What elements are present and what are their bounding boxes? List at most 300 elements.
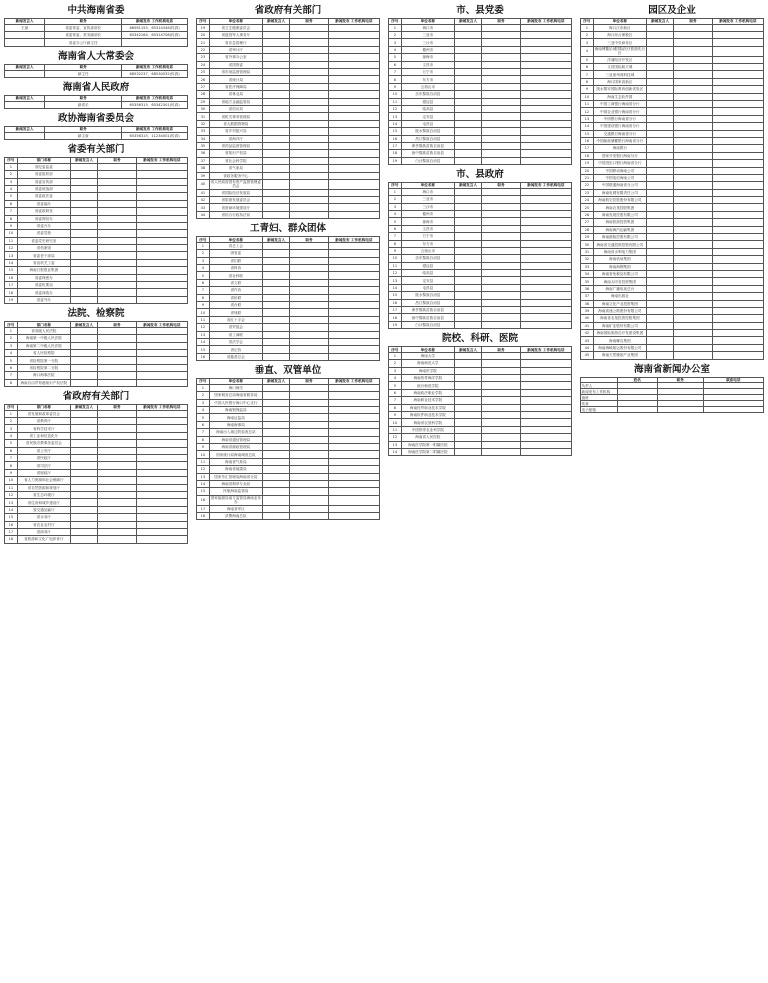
row-seq: 12 [581, 108, 594, 115]
row-position [290, 488, 328, 495]
row-phone [520, 128, 571, 135]
row-phone [520, 277, 571, 284]
row-seq: 3 [581, 39, 594, 46]
row-unit: 海南第一中级人民法院 [17, 335, 70, 342]
row-position [482, 32, 520, 39]
row-person [646, 78, 673, 85]
row-person [262, 165, 289, 172]
row-phone [712, 93, 763, 100]
table-row [581, 189, 764, 196]
table-row [581, 307, 764, 314]
row-position [482, 157, 520, 164]
row-person [70, 185, 97, 192]
row-position [674, 174, 712, 181]
row-position [482, 240, 520, 247]
table-row [389, 83, 572, 90]
row-unit: 海南文化产业投资集团 [593, 300, 646, 307]
row-position [482, 382, 520, 389]
row-person [70, 425, 97, 432]
table-row [389, 105, 572, 112]
row-seq: 15 [197, 488, 210, 495]
row-person [262, 480, 289, 487]
row-person [646, 64, 673, 71]
row-seq: 11 [5, 484, 18, 491]
row-seq: 33 [197, 128, 210, 135]
row-unit: 海南海峡航运股份有限公司 [593, 344, 646, 351]
row-person [70, 327, 97, 334]
header-person: 新闻发言人 [454, 183, 481, 189]
row-phone [712, 285, 763, 292]
row-phone [328, 443, 379, 450]
row-person [454, 375, 481, 382]
row-unit: 海口海事法院 [17, 372, 70, 379]
row-unit: 省委台办 [17, 222, 70, 229]
row-phone [520, 240, 571, 247]
row-person [454, 240, 481, 247]
row-person [262, 24, 289, 31]
row-phone [520, 397, 571, 404]
row-phone [328, 451, 379, 458]
row-unit: 省残联 [209, 309, 262, 316]
table-row [5, 327, 188, 334]
row-unit: 省委外办 [17, 296, 70, 303]
row-seq: 34 [197, 135, 210, 142]
row-person [262, 54, 289, 61]
row-position [482, 412, 520, 419]
row-person [454, 412, 481, 419]
row-phone [136, 289, 187, 296]
row-seq: 13 [389, 277, 402, 284]
row-phone [520, 218, 571, 225]
row-unit: 省林业局 [209, 91, 262, 98]
table-row [5, 282, 188, 289]
row-person [70, 208, 97, 215]
table-row [5, 70, 188, 77]
row-seq: 12 [389, 434, 402, 441]
row-phone [520, 412, 571, 419]
table-row [197, 135, 380, 142]
row-person [646, 330, 673, 337]
row-seq: 7 [5, 208, 18, 215]
row-seq: 6 [5, 447, 18, 454]
row-position [290, 407, 328, 414]
row-position [674, 241, 712, 248]
row-seq: 42 [197, 197, 210, 204]
row-seq: 12 [5, 245, 18, 252]
row-phone [712, 167, 763, 174]
row-seq: 11 [389, 98, 402, 105]
row-phone [328, 105, 379, 112]
row-position [98, 357, 136, 364]
row-position [674, 219, 712, 226]
row-unit: 省卫生健康委员会 [209, 24, 262, 31]
row-unit: 海南省农垦投资控股集团 [593, 315, 646, 322]
row-position [98, 237, 136, 244]
row-phone [136, 506, 187, 513]
row-phone [520, 233, 571, 240]
row-unit: 省水务厅 [17, 514, 70, 521]
row-seq: 14 [389, 120, 402, 127]
row-person [454, 83, 481, 90]
table-row [5, 274, 188, 281]
row-person [454, 284, 481, 291]
table-row [197, 179, 380, 189]
row-person [646, 322, 673, 329]
row-position [98, 455, 136, 462]
table-row [5, 267, 188, 274]
row-position [674, 337, 712, 344]
row-unit: 中国邮政储蓄银行海南省分行 [593, 137, 646, 144]
directory-table [580, 18, 764, 360]
row-person [454, 262, 481, 269]
row-unit: 交通银行海南省分行 [593, 130, 646, 137]
row-position [674, 123, 712, 130]
table-row [197, 443, 380, 450]
row-position [482, 441, 520, 448]
row-position [290, 436, 328, 443]
row-unit: 省委编办 [17, 200, 70, 207]
table-row [581, 78, 764, 85]
header-phone: 新闻发布 工作机构电话 [520, 19, 571, 25]
table-row [5, 379, 188, 386]
row-person [70, 440, 97, 447]
row-unit: 海南银保监局 [209, 407, 262, 414]
row-position [674, 344, 712, 351]
row-unit: 洋浦经济开发区 [593, 56, 646, 63]
row-person [262, 429, 289, 436]
row-position [482, 299, 520, 306]
row-unit: 中国建设银行海南省分行 [593, 123, 646, 130]
table-row [197, 157, 380, 164]
row-position: 副省长 [45, 101, 122, 108]
table-row [5, 455, 188, 462]
row-phone [712, 182, 763, 189]
row-seq: 16 [581, 137, 594, 144]
row-phone [712, 123, 763, 130]
row-position: 副主任 [45, 70, 122, 77]
table-row [5, 24, 188, 31]
row-person [646, 182, 673, 189]
row-person [262, 272, 289, 279]
row-phone [712, 315, 763, 322]
row-unit: 省委统战部 [17, 185, 70, 192]
row-position [482, 142, 520, 149]
row-seq: 17 [5, 282, 18, 289]
row-seq: 4 [197, 265, 210, 272]
table-row [581, 123, 764, 130]
row-unit: 海南省军区 [209, 505, 262, 512]
table-row [5, 425, 188, 432]
row-phone [328, 429, 379, 436]
row-person [454, 32, 481, 39]
header-position: 职务 [674, 19, 712, 25]
row-person [70, 514, 97, 521]
section-title: 海南省新闻办公室 [633, 363, 710, 375]
table-row [389, 321, 572, 328]
row-phone [712, 115, 763, 122]
row-person [646, 293, 673, 300]
row-position [290, 429, 328, 436]
row-position [290, 91, 328, 98]
row-position [290, 204, 328, 211]
row-unit: 省旅游发展委员会 [209, 197, 262, 204]
row-phone [328, 384, 379, 391]
row-phone [136, 342, 187, 349]
row-seq: 26 [197, 76, 210, 83]
row-position [98, 289, 136, 296]
row-seq: 42 [581, 330, 594, 337]
row-label: 值班 [581, 395, 618, 401]
row-unit: 海南软件职业技术学院 [401, 412, 454, 419]
row-seq: 2 [581, 32, 594, 39]
table-row [197, 91, 380, 98]
row-person [454, 277, 481, 284]
row-person [262, 346, 289, 353]
row-person [262, 384, 289, 391]
row-seq: 1 [389, 352, 402, 359]
table-row [197, 287, 380, 294]
row-person [646, 39, 673, 46]
row-position [674, 278, 712, 285]
row-position [674, 211, 712, 218]
row-phone [520, 54, 571, 61]
row-phone [328, 250, 379, 257]
row-unit: 省高级人民法院 [17, 327, 70, 334]
table-row [197, 150, 380, 157]
row-person [646, 234, 673, 241]
section-title: 市、县党委 [456, 5, 504, 16]
row-position [98, 462, 136, 469]
row-person [262, 458, 289, 465]
row-phone [520, 24, 571, 31]
table-row [197, 76, 380, 83]
row-phone [328, 150, 379, 157]
row-person [454, 135, 481, 142]
row-position [482, 54, 520, 61]
row-phone [328, 399, 379, 406]
row-position [482, 128, 520, 135]
row-position [98, 432, 136, 439]
row-position [482, 262, 520, 269]
row-unit: 海南热带海洋学院 [401, 375, 454, 382]
row-unit: 澄迈县 [401, 98, 454, 105]
row-seq: 19 [197, 24, 210, 31]
row-phone [136, 372, 187, 379]
row-seq: 4 [5, 185, 18, 192]
row-unit: 中国农业银行海南省分行 [593, 108, 646, 115]
row-unit: 中国银行海南省分行 [593, 115, 646, 122]
row-phone [520, 375, 571, 382]
row-person [646, 189, 673, 196]
row-seq: 43 [581, 337, 594, 344]
row-phone [712, 270, 763, 277]
header-seq: 序号 [5, 405, 18, 411]
row-position [290, 505, 328, 512]
row-phone [136, 469, 187, 476]
section-title: 垂直、双管单位 [254, 365, 322, 377]
row-person [70, 171, 97, 178]
row-position [290, 346, 328, 353]
row-unit: 海南海汽运输集团 [593, 226, 646, 233]
row-position [290, 309, 328, 316]
table-row [581, 293, 764, 300]
row-position [674, 330, 712, 337]
row-unit: 三沙市 [401, 203, 454, 210]
section-title: 政协海南省委员会 [57, 113, 134, 125]
row-unit: 海南省邮政管理局 [209, 443, 262, 450]
table-row [389, 299, 572, 306]
row-seq: 10 [5, 477, 18, 484]
directory-table [388, 346, 572, 456]
row-person [70, 245, 97, 252]
row-seq: 2 [389, 196, 402, 203]
row-unit: 省营商环境建设厅 [209, 204, 262, 211]
row-phone [328, 172, 379, 179]
column-1 [4, 4, 188, 544]
row-seq: 12 [389, 105, 402, 112]
directory-section [4, 143, 188, 304]
row-phone [328, 91, 379, 98]
table-row [389, 135, 572, 142]
row-unit: 国家税务总局海南省税务局 [209, 392, 262, 399]
table-row [581, 56, 764, 63]
row-seq: 14 [581, 123, 594, 130]
directory-section [196, 222, 380, 361]
row-position: 省委常委、宣传部部长 [45, 24, 122, 31]
header-person: 新闻发言人 [70, 322, 97, 328]
row-unit: 五指山市 [401, 83, 454, 90]
row-person [70, 237, 97, 244]
row-unit: 省统计局 [209, 76, 262, 83]
row-position [482, 314, 520, 321]
table-row [197, 128, 380, 135]
row-seq: 16 [389, 135, 402, 142]
header-position: 职务 [657, 377, 703, 383]
row-seq: 28 [197, 91, 210, 98]
row-seq: 4 [389, 46, 402, 53]
row-seq: 11 [5, 237, 18, 244]
row-person [454, 128, 481, 135]
row-phone [136, 327, 187, 334]
directory-section [4, 4, 188, 47]
row-position [290, 211, 328, 218]
table-row [197, 242, 380, 249]
table-row [5, 163, 188, 170]
row-seq: 16 [5, 521, 18, 528]
row-person [70, 455, 97, 462]
table-row [197, 302, 380, 309]
row-person [646, 100, 673, 107]
row-phone [328, 279, 379, 286]
row-phone [520, 150, 571, 157]
row-phone [712, 278, 763, 285]
row-unit: 省委政研室 [17, 208, 70, 215]
row-position [674, 152, 712, 159]
directory-section [4, 112, 188, 140]
row-unit: 海南出版社 [593, 293, 646, 300]
row-position [482, 375, 520, 382]
header-seq: 序号 [197, 19, 210, 25]
row-unit: 武警海南总队 [209, 512, 262, 519]
header-position: 职务 [290, 379, 328, 385]
row-seq: 23 [581, 189, 594, 196]
row-person [262, 331, 289, 338]
row-unit: 省科协 [209, 265, 262, 272]
row-seq: 40 [581, 315, 594, 322]
header-person: 新闻发言人 [5, 127, 45, 133]
row-position [98, 499, 136, 506]
row-person [454, 292, 481, 299]
row-person [262, 407, 289, 414]
row-phone: 65356315、11234001(传真) [122, 132, 188, 139]
row-unit: 海南师范大学 [401, 360, 454, 367]
row-person [70, 432, 97, 439]
table-row [581, 145, 764, 152]
table-row [197, 83, 380, 90]
row-person [70, 267, 97, 274]
row-position [674, 256, 712, 263]
row-phone [712, 152, 763, 159]
directory-section [580, 4, 764, 360]
row-phone [328, 294, 379, 301]
table-row [5, 499, 188, 506]
header-position: 职务 [290, 237, 328, 243]
row-phone [520, 419, 571, 426]
row-unit: 省委老干部局 [17, 252, 70, 259]
row-position [482, 352, 520, 359]
table-row [389, 69, 572, 76]
header-name: 姓名 [617, 377, 657, 383]
row-phone [520, 389, 571, 396]
row-seq: 31 [197, 113, 210, 120]
row-unit: 东方市 [401, 76, 454, 83]
row-position [98, 215, 136, 222]
row-position [290, 265, 328, 272]
row-person [646, 93, 673, 100]
row-seq: 1 [197, 384, 210, 391]
row-phone [520, 360, 571, 367]
row-seq: 14 [389, 284, 402, 291]
row-unit: 定安县 [401, 277, 454, 284]
row-position [98, 350, 136, 357]
row-person [262, 179, 289, 189]
row-person [646, 226, 673, 233]
row-phone [328, 54, 379, 61]
row-position [674, 71, 712, 78]
row-person [70, 350, 97, 357]
row-seq: 17 [581, 145, 594, 152]
table-row [581, 330, 764, 337]
row-person [262, 505, 289, 512]
row-position [290, 76, 328, 83]
table-row [5, 178, 188, 185]
row-seq: 16 [197, 495, 210, 505]
table-row [581, 248, 764, 255]
row-seq: 39 [197, 172, 210, 179]
row-unit: 海南证监局 [209, 414, 262, 421]
row-seq: 3 [5, 178, 18, 185]
row-position [290, 157, 328, 164]
header-dept: 部门名称 [17, 158, 70, 164]
table-row [581, 278, 764, 285]
table-row [5, 289, 188, 296]
table-row [581, 71, 764, 78]
row-unit: 中国人民银行海口中心支行 [209, 399, 262, 406]
table-row [581, 352, 764, 359]
row-person [70, 462, 97, 469]
table-row [581, 344, 764, 351]
row-unit: 省红十字会 [209, 316, 262, 323]
